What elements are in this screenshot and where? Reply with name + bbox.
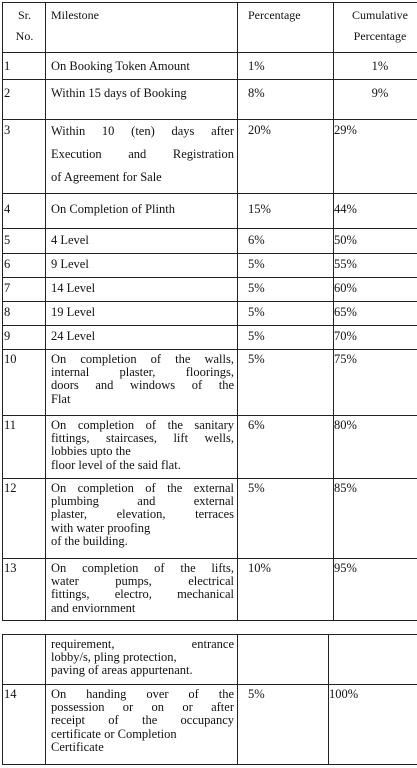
row-milestone: 19 Level [46, 302, 238, 326]
row-percentage: 20% [238, 120, 334, 194]
milestone-line: receipt of the occupancy [51, 713, 234, 728]
milestone-line: possession or on or after [51, 700, 234, 715]
milestone-line: On completion of the sanitary [51, 418, 234, 432]
milestone-line: On completion of the walls, [51, 352, 234, 366]
table-row [3, 326, 417, 350]
row-percentage: 5% [238, 254, 334, 278]
row-percentage: 5% [238, 479, 334, 559]
row-cumulative: 60% [334, 278, 417, 302]
row-milestone: 14 Level [46, 278, 238, 302]
payment-schedule-table [2, 2, 417, 621]
row-milestone [46, 416, 238, 479]
row-cumulative: 44% [334, 194, 417, 229]
row-cumulative: 75% [334, 350, 417, 416]
row-percentage: 5% [238, 350, 334, 416]
row-sr: 8 [3, 302, 46, 326]
table-row [3, 53, 417, 80]
row-cumulative: 85% [334, 479, 417, 559]
row-cumulative: 9% [334, 80, 417, 120]
row-sr: 9 [3, 326, 46, 350]
milestone-line: Execution and Registration [51, 147, 234, 161]
milestone-line: Within 10 (ten) days after [51, 124, 234, 138]
table-row [3, 350, 417, 416]
row-percentage: 5% [238, 326, 334, 350]
milestone-line: water pumps, electrical [51, 574, 234, 589]
row-milestone [46, 559, 238, 621]
row-sr: 13 [3, 559, 46, 621]
milestone-line: requirement, entrance [51, 637, 234, 651]
milestone-line: floor level of the said flat. [51, 457, 181, 472]
row-cumulative: 70% [334, 326, 417, 350]
row-milestone: Within 15 days of Booking [46, 80, 238, 120]
milestone-line: plaster, elevation, terraces [51, 507, 234, 522]
row-cumulative: 29% [334, 120, 417, 194]
row-cumulative: 50% [334, 229, 417, 254]
table-row [3, 302, 417, 326]
milestone-line: with water proofing [51, 520, 151, 535]
milestone-line: fittings, electro, mechanical [51, 587, 234, 602]
row-cumulative: 1% [334, 53, 417, 80]
table-row [3, 479, 417, 559]
row-milestone [46, 479, 238, 559]
row-percentage: 6% [238, 416, 334, 479]
header-cumulative-percentage-label: Percentage [353, 29, 407, 43]
row-percentage: 15% [238, 194, 334, 229]
row-sr: 4 [3, 194, 46, 229]
milestone-line: of the building. [51, 533, 128, 548]
milestone-line: lobby/s, pling protection, [51, 650, 177, 665]
row-sr: 14 [3, 685, 46, 765]
header-milestone: Milestone [46, 3, 238, 53]
milestone-line: plumbing and external [51, 494, 234, 509]
table-row [3, 254, 417, 278]
milestone-line: Flat [51, 391, 71, 406]
milestone-line: and enviornment [51, 600, 136, 615]
row-cumulative: 55% [334, 254, 417, 278]
row-percentage: 8% [238, 80, 334, 120]
row-percentage: 5% [238, 302, 334, 326]
row-percentage-empty [238, 635, 329, 685]
row-percentage: 6% [238, 229, 334, 254]
header-sr-no [3, 3, 46, 53]
row-milestone: On Completion of Plinth [46, 194, 238, 229]
row-sr: 12 [3, 479, 46, 559]
row-percentage: 5% [238, 685, 329, 765]
row-milestone [46, 350, 238, 416]
milestone-line: internal plaster, floorings, [51, 365, 234, 380]
milestone-line: lobbies upto the [51, 444, 131, 459]
table-row [3, 416, 417, 479]
row-cumulative: 95% [334, 559, 417, 621]
row-sr: 7 [3, 278, 46, 302]
row-sr: 6 [3, 254, 46, 278]
header-cumulative [334, 3, 417, 53]
milestone-line: On handing over of the [51, 687, 234, 701]
row-sr: 3 [3, 120, 46, 194]
header-sr-label: Sr. [17, 8, 31, 22]
row-sr: 1 [3, 53, 46, 80]
row-milestone: 24 Level [46, 326, 238, 350]
table-row [3, 559, 417, 621]
milestone-line: On completion of the external [51, 481, 234, 495]
row-milestone: On Booking Token Amount [46, 53, 238, 80]
row-sr: 2 [3, 80, 46, 120]
table-row [3, 194, 417, 229]
table-row [3, 229, 417, 254]
row-milestone: 9 Level [46, 254, 238, 278]
header-cumulative-label: Cumulative [352, 8, 408, 22]
table-row [3, 278, 417, 302]
payment-schedule-continuation-table [2, 634, 417, 765]
milestone-line: certificate or Completion [51, 726, 177, 741]
milestone-line: fittings, staircases, lift wells, [51, 431, 234, 446]
table-row [3, 120, 417, 194]
table-header-row [3, 3, 417, 53]
row-milestone: 4 Level [46, 229, 238, 254]
milestone-line: paving of areas appurtenant. [51, 663, 193, 678]
row-sr: 5 [3, 229, 46, 254]
row-sr-empty [3, 635, 46, 685]
row-cumulative-empty [329, 635, 417, 685]
table-row [3, 80, 417, 120]
row-milestone-continuation [46, 635, 238, 685]
row-sr: 11 [3, 416, 46, 479]
milestone-line: Certificate [51, 739, 104, 754]
row-percentage: 10% [238, 559, 334, 621]
row-milestone [46, 685, 238, 765]
row-sr: 10 [3, 350, 46, 416]
header-percentage: Percentage [238, 3, 334, 53]
row-cumulative: 65% [334, 302, 417, 326]
row-cumulative: 100% [329, 685, 417, 765]
header-no-label: No. [15, 29, 34, 43]
row-milestone [46, 120, 238, 194]
row-percentage: 1% [238, 53, 334, 80]
milestone-line: On completion of the lifts, [51, 561, 234, 575]
milestone-line: doors and windows of the [51, 378, 234, 393]
table-row [3, 635, 417, 685]
row-percentage: 5% [238, 278, 334, 302]
table-row [3, 685, 417, 765]
row-cumulative: 80% [334, 416, 417, 479]
milestone-line: of Agreement for Sale [51, 170, 162, 184]
